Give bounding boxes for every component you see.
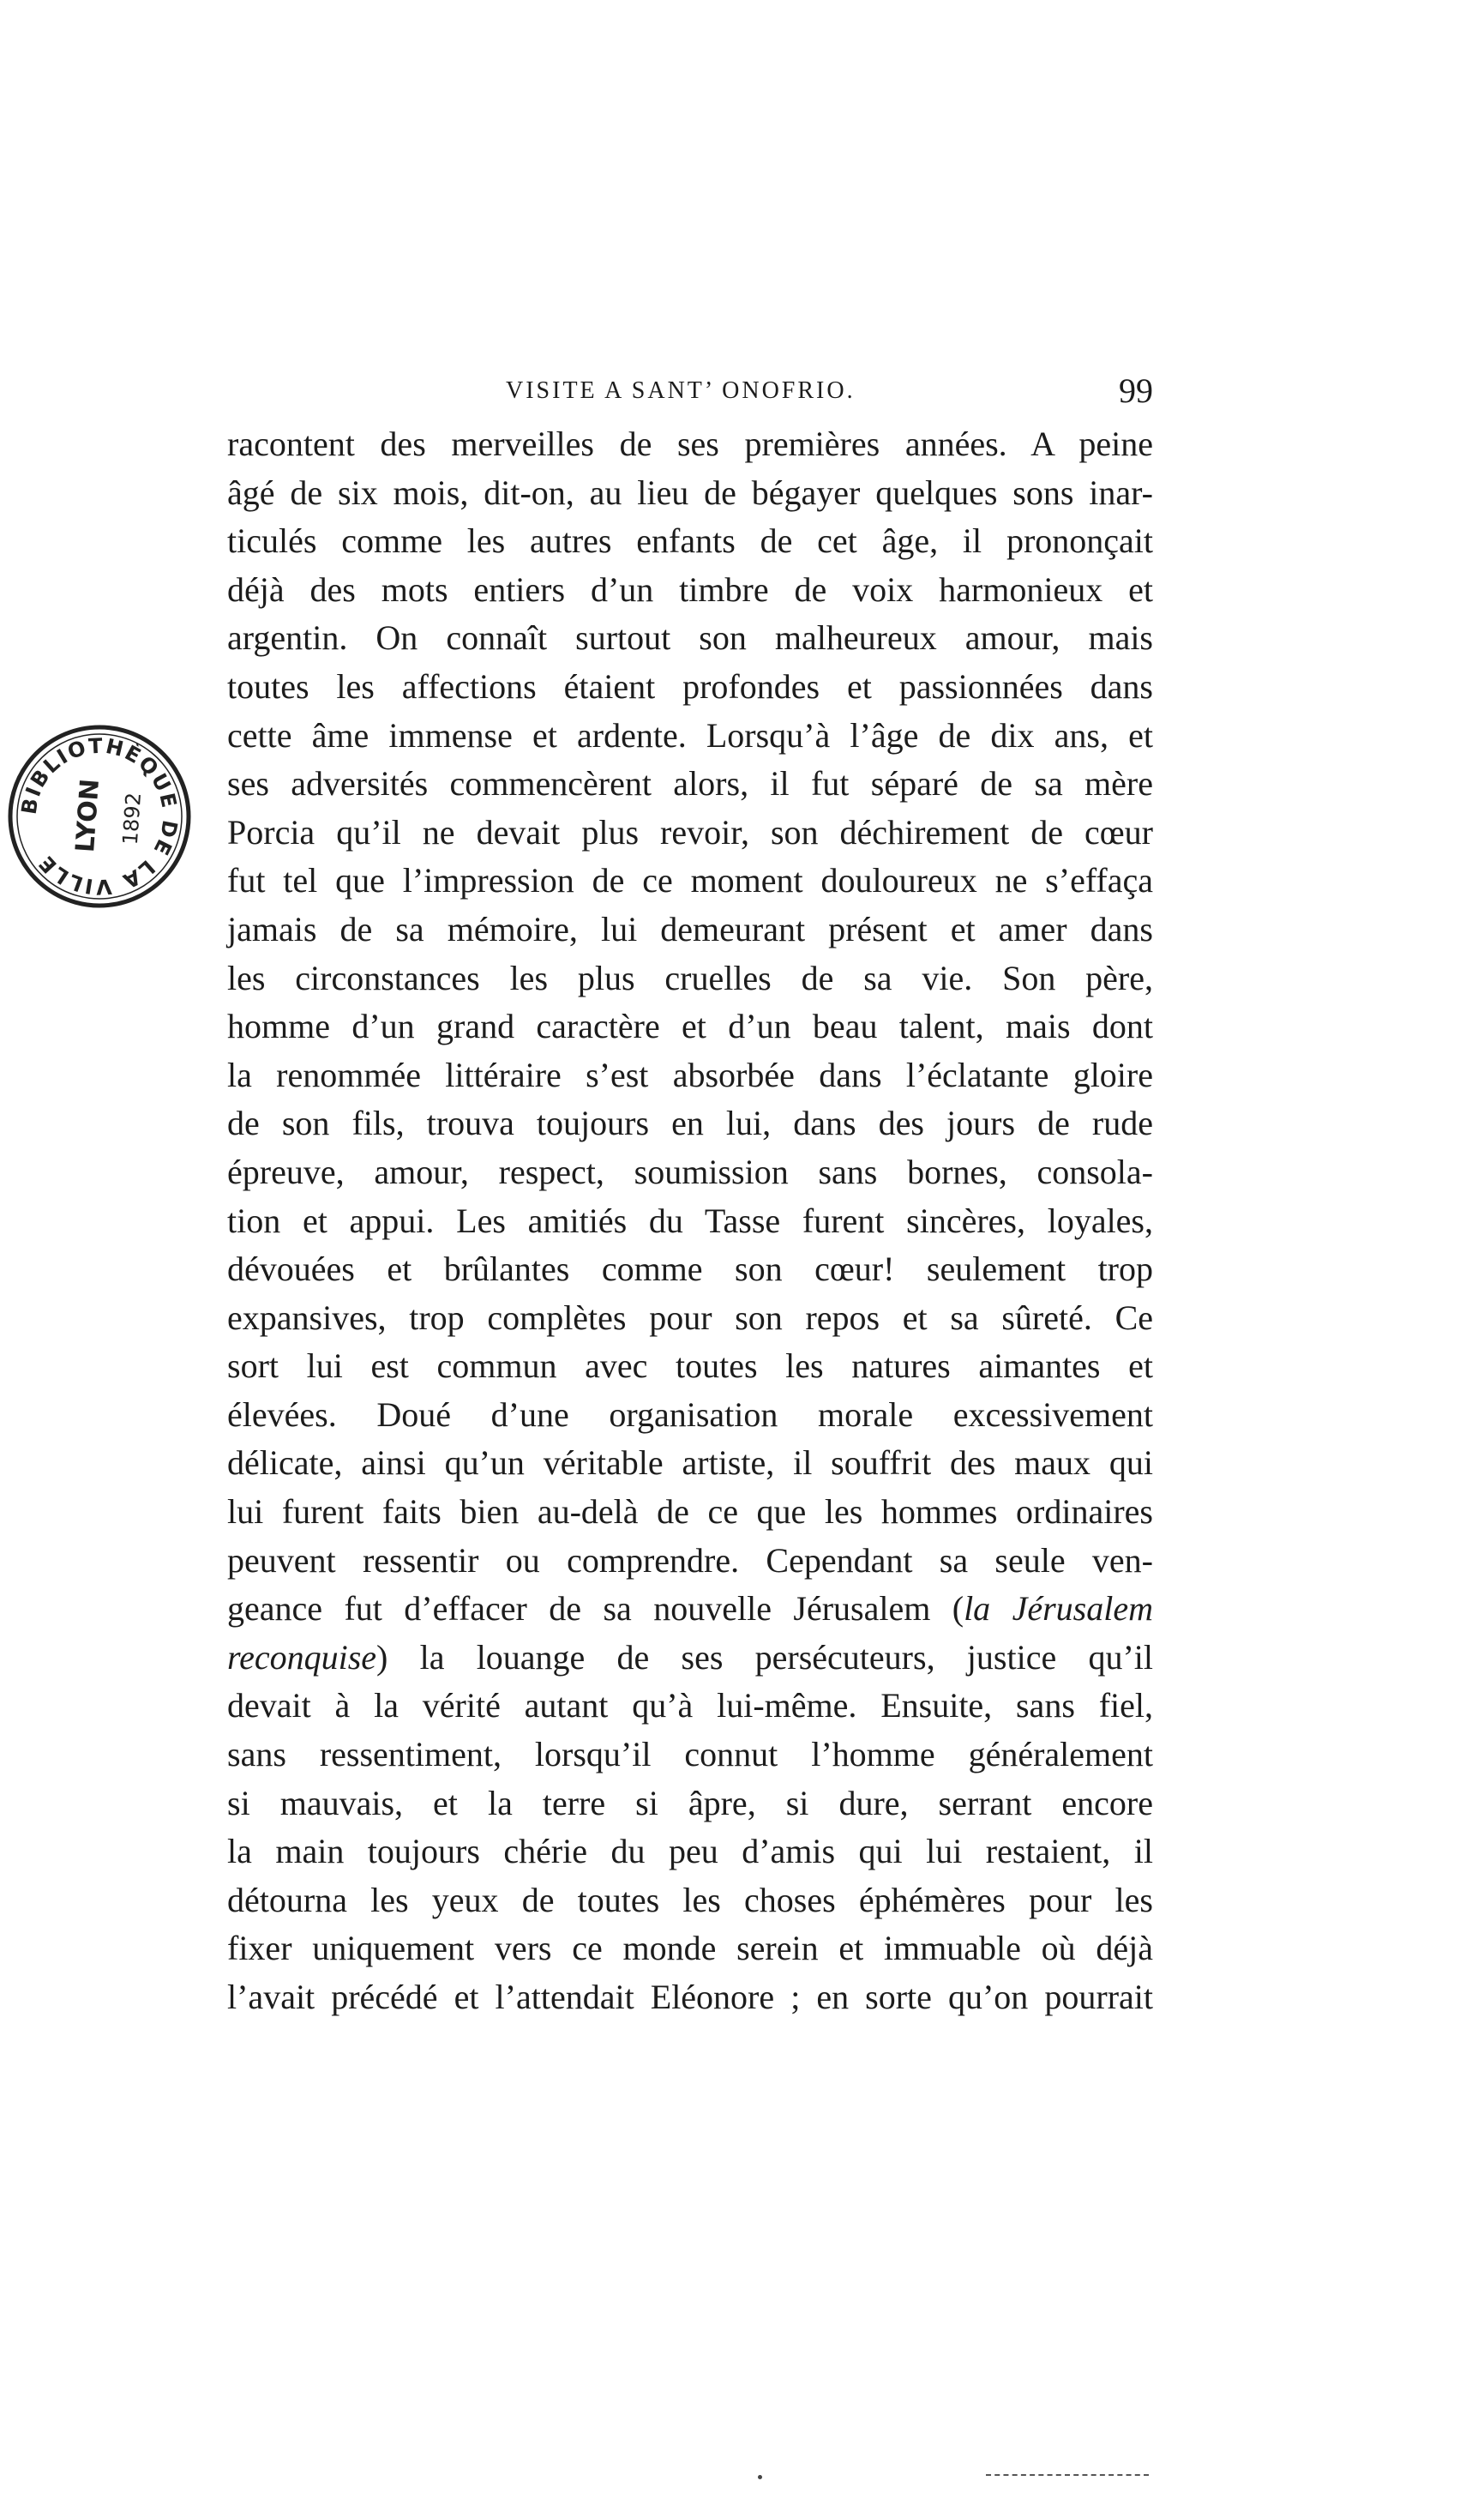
italic-phrase: la Jérusalem	[964, 1589, 1153, 1629]
text-line: peuvent ressentir ou comprendre. Cependant sa seule ven-	[227, 1540, 1153, 1580]
text-line: geance fut d’effacer de sa nouvelle Jérusalem (la Jérusalem	[227, 1589, 1153, 1629]
text-line: détourna les yeux de toutes les choses éphémères pour les	[227, 1880, 1153, 1919]
text-line: délicate, ainsi qu’un véritable artiste, il souffrit des maux qui	[227, 1443, 1153, 1483]
text-line: ses adversités commencèrent alors, il fut séparé de sa mère	[227, 764, 1153, 804]
text-line: fut tel que l’impression de ce moment douloureux ne s’effaça	[227, 861, 1153, 900]
running-head	[227, 370, 1162, 413]
text-line: cette âme immense et ardente. Lorsqu’à l’âge de dix ans, et	[227, 715, 1153, 755]
text-line: reconquise) la louange de ses persécuteurs, justice qu’il	[227, 1637, 1153, 1677]
text-line: devait à la vérité autant qu’à lui-même. Ensuite, sans fiel,	[227, 1686, 1153, 1725]
text-line: si mauvais, et la terre si âpre, si dure, serrant encore	[227, 1783, 1153, 1822]
text-line: les circonstances les plus cruelles de sa vie. Son père,	[227, 958, 1153, 997]
text-line: tion et appui. Les amitiés du Tasse furent sincères, loyales,	[227, 1201, 1153, 1240]
text-line: déjà des mots entiers d’un timbre de voix harmonieux et	[227, 569, 1153, 609]
text-line: ticulés comme les autres enfants de cet âge, il prononçait	[227, 521, 1153, 561]
text-line: âgé de six mois, dit-on, au lieu de bégayer quelques sons inar-	[227, 473, 1153, 512]
text-line: la renommée littéraire s’est absorbée dans l’éclatante gloire	[227, 1055, 1153, 1094]
text-line: expansives, trop complètes pour son repos et sa sûreté. Ce	[227, 1298, 1153, 1337]
text-line: de son fils, trouva toujours en lui, dans des jours de rude	[227, 1104, 1153, 1143]
text-line: fixer uniquement vers ce monde serein et immuable où déjà	[227, 1929, 1153, 1968]
text-line: élevées. Doué d’une organisation morale excessivement	[227, 1394, 1153, 1434]
stamp-arc-text: BIBLIOTHÈQUE DE LA VILLE	[16, 733, 183, 900]
text-line: argentin. On connaît surtout son malheureux amour, mais	[227, 618, 1153, 658]
text-line: racontent des merveilles de ses premières années. A peine	[227, 425, 1153, 463]
text-line: sort lui est commun avec toutes les natures aimantes et	[227, 1346, 1153, 1386]
text-line: la main toujours chérie du peu d’amis qui lui restaient, il	[227, 1832, 1153, 1871]
text-line: dévouées et brûlantes comme son cœur! seulement trop	[227, 1250, 1153, 1289]
page-speck	[758, 2475, 762, 2479]
library-stamp	[2, 719, 197, 914]
italic-phrase: reconquise	[227, 1637, 377, 1677]
text-line: épreuve, amour, respect, soumission sans bornes, consola-	[227, 1152, 1153, 1191]
stamp-city: LYON	[70, 778, 105, 854]
text-line: jamais de sa mémoire, lui demeurant présent et amer dans	[227, 909, 1153, 948]
text-line: Porcia qu’il ne devait plus revoir, son déchirement de cœur	[227, 812, 1153, 852]
page-number: 99	[1119, 371, 1153, 410]
footer-rule	[986, 2474, 1149, 2476]
text-line: lui furent faits bien au-delà de ce que les hommes ordinaires	[227, 1492, 1153, 1532]
body-text	[227, 420, 1153, 2022]
text-line: l’avait précédé et l’attendait Eléonore ; en sorte qu’on pourrait	[227, 1978, 1153, 2016]
text-line: sans ressentiment, lorsqu’il connut l’homme généralement	[227, 1735, 1153, 1774]
text-line: toutes les affections étaient profondes et passionnées dans	[227, 666, 1153, 706]
text-line: homme d’un grand caractère et d’un beau talent, mais dont	[227, 1007, 1153, 1046]
running-title: VISITE A SANT’ ONOFRIO.	[506, 377, 856, 404]
stamp-year: 1892	[117, 792, 147, 846]
